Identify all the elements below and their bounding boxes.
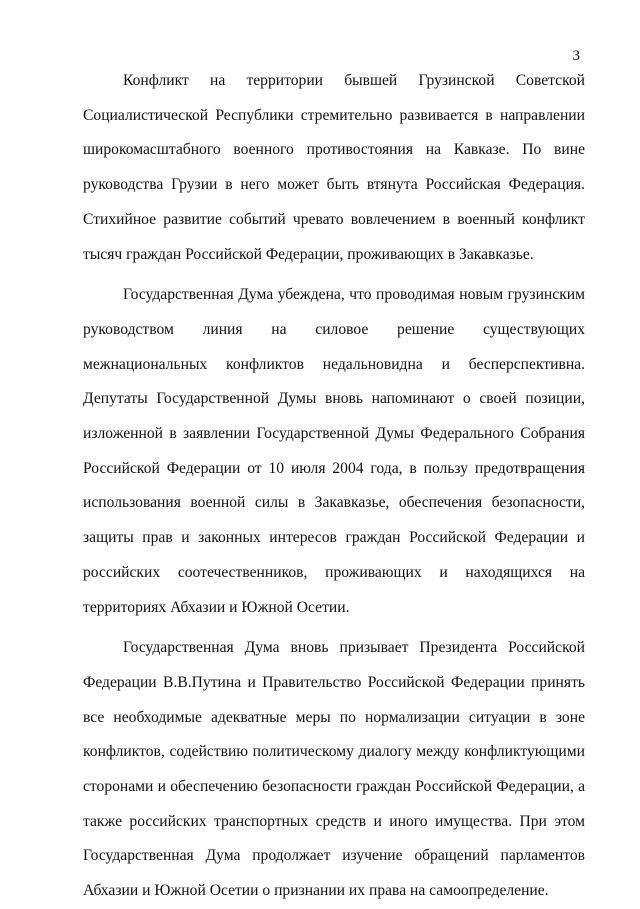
page-number: 3 (572, 48, 580, 64)
paragraph-duma-position: Государственная Дума убеждена, что проводимая новым грузинским руководством линия на силовое решение существующих межнациональных конфликтов недальновидна и бесперспективна. Депутаты Государственной Думы вновь напоминают о своей позиции, изложенной в заявлении Государственной Думы Федерального Собрания Российской Федерации от 10 июля 2004 года, в пользу предотвращения использования военной силы в Закавказье, обеспечения безопасности, защиты прав и законных интересов граждан Российской Федерации и российских соотечественников, проживающих и находящихся на территориях Абхазии и Южной Осетии. (83, 286, 585, 616)
paragraph-duma-appeal: Государственная Дума вновь призывает Президента Российской Федерации В.В.Путина и Правительство Российской Федерации принять все необходимые адекватные меры по нормализации ситуации в зоне конфликтов, содействию политическому диалогу между конфликтующими сторонами и обеспечению безопасности граждан Российской Федерации, а также российских транспортных средств и иного имущества. При этом Государственная Дума продолжает изучение обращений парламентов Абхазии и Южной Осетии о признании их права на самоопределение. (83, 639, 585, 900)
document-body (83, 64, 585, 909)
paragraph-conflict: Конфликт на территории бывшей Грузинской Советской Социалистической Республики стремительно развивается в направлении широкомасштабного военного противостояния на Кавказе. По вине руководства Грузии в него может быть втянута Российская Федерация. Стихийное развитие событий чревато вовлечением в военный конфликт тысяч граждан Российской Федерации, проживающих в Закавказье. (83, 72, 585, 263)
